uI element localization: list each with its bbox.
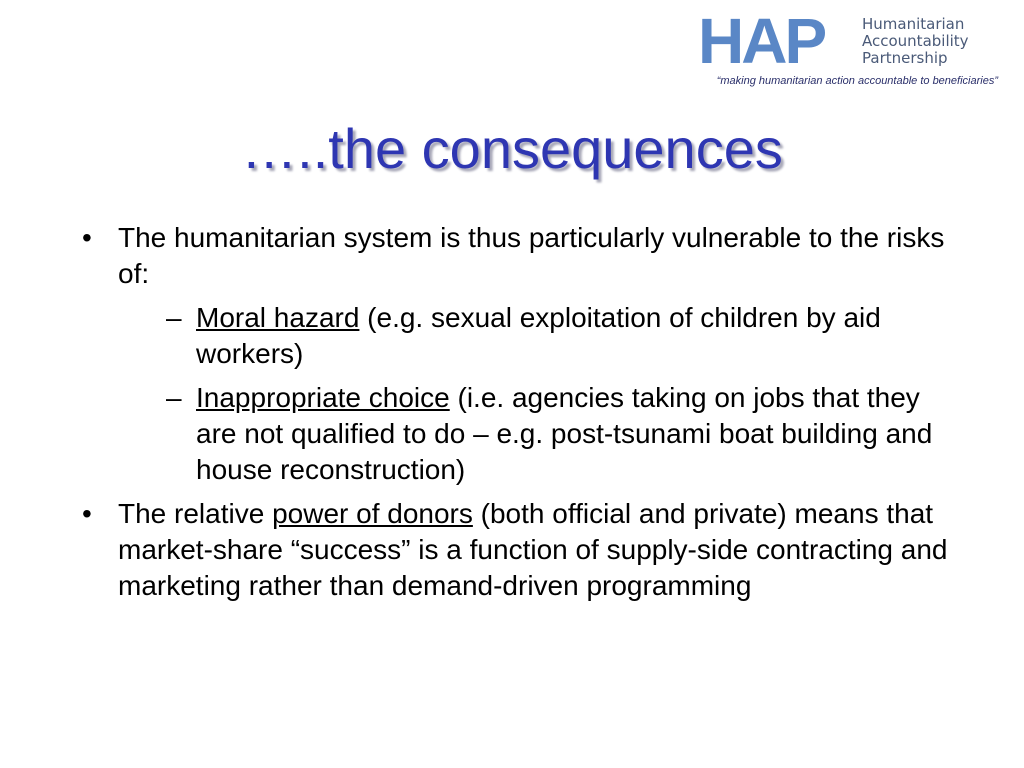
bullet-item-2 xyxy=(80,496,960,604)
dash-icon: – xyxy=(166,302,182,333)
sub-item-1 xyxy=(166,300,960,372)
bullet-list xyxy=(80,220,960,604)
hap-logo xyxy=(698,5,998,94)
slide-title: …..the consequences xyxy=(241,117,783,180)
sub-text-1: (e.g. sexual exploitation of children by aid workers) xyxy=(196,302,881,369)
bullet-icon: • xyxy=(82,222,92,253)
sub-item-2 xyxy=(166,380,960,488)
bullet-text-1: The humanitarian system is thus particularly vulnerable to the risks of: xyxy=(118,222,945,289)
term-power-of-donors: power of donors xyxy=(272,498,473,529)
bullet-icon: • xyxy=(82,498,92,529)
sub-text-2: (i.e. agencies taking on jobs that they are not qualified to do – e.g. post-tsunami boat building and house reconstruction) xyxy=(196,382,933,485)
logo-word-1: Humanitarian xyxy=(862,15,965,33)
bullet-text-2: (both official and private) means that market-share “success” is a function of supply-side contracting and marketing rather than demand-driven programming xyxy=(118,498,948,601)
term-moral-hazard: Moral hazard xyxy=(196,302,360,333)
logo-words xyxy=(862,16,969,67)
logo-word-3: Partnership xyxy=(862,49,948,67)
logo-word-2: Accountability xyxy=(862,32,969,50)
bullet-item-1 xyxy=(80,220,960,488)
dash-icon: – xyxy=(166,382,182,413)
term-inappropriate-choice: Inappropriate choice xyxy=(196,382,450,413)
bullet-lead-2: The relative xyxy=(118,498,273,529)
logo-tagline: “making humanitarian action accountable to beneficiaries” xyxy=(716,75,998,87)
logo-mark: HAP xyxy=(698,5,825,77)
